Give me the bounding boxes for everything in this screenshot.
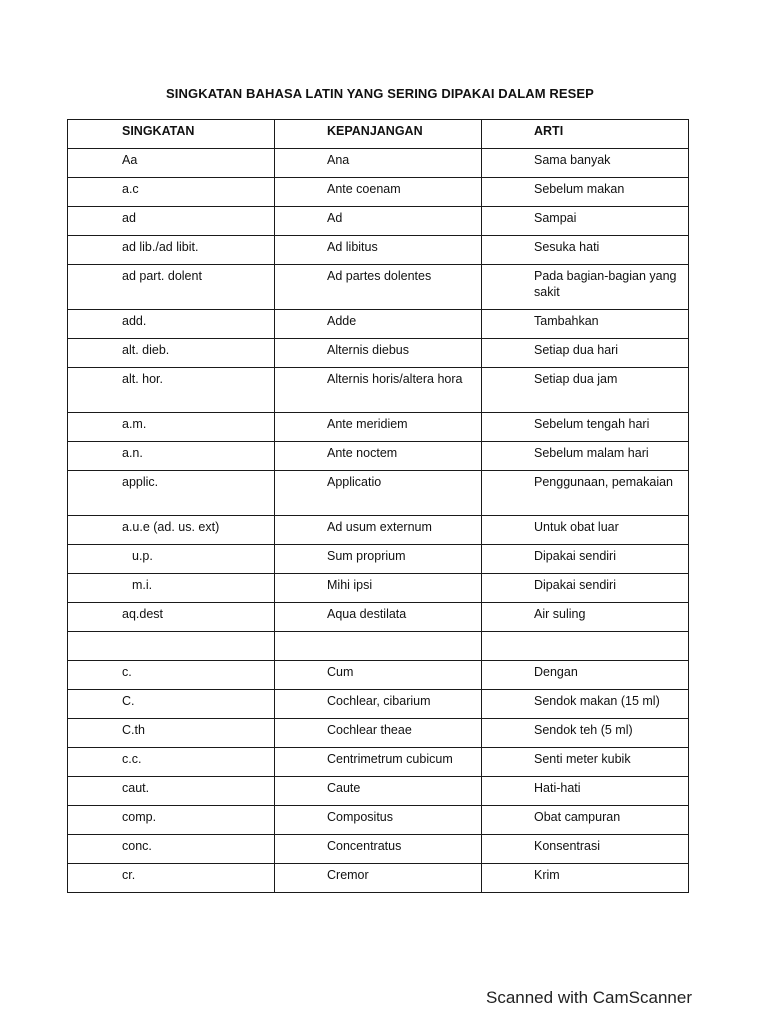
cell-meaning: Dipakai sendiri — [482, 574, 689, 603]
cell-abbreviation: cr. — [68, 864, 275, 893]
table-row — [68, 777, 689, 806]
cell-abbreviation: applic. — [68, 471, 275, 516]
table-row — [68, 516, 689, 545]
cell-abbreviation: c.c. — [68, 748, 275, 777]
cell-full-form: Ante coenam — [275, 178, 482, 207]
cell-abbreviation: m.i. — [68, 574, 275, 603]
cell-abbreviation: conc. — [68, 835, 275, 864]
cell-full-form: Aqua destilata — [275, 603, 482, 632]
header-singkatan: SINGKATAN — [68, 120, 275, 149]
cell-abbreviation: a.c — [68, 178, 275, 207]
cell-abbreviation: alt. dieb. — [68, 339, 275, 368]
cell-meaning: Air suling — [482, 603, 689, 632]
cell-abbreviation: ad part. dolent — [68, 265, 275, 310]
cell-full-form: Cochlear theae — [275, 719, 482, 748]
cell-full-form: Applicatio — [275, 471, 482, 516]
table-row — [68, 368, 689, 413]
cell-meaning — [482, 632, 689, 661]
cell-meaning: Dengan — [482, 661, 689, 690]
cell-meaning: Krim — [482, 864, 689, 893]
table-row — [68, 339, 689, 368]
abbreviation-table — [67, 119, 689, 893]
cell-full-form — [275, 632, 482, 661]
scanner-watermark: Scanned with CamScanner — [485, 988, 692, 1007]
cell-full-form: Ad libitus — [275, 236, 482, 265]
cell-abbreviation: a.u.e (ad. us. ext) — [68, 516, 275, 545]
cell-full-form: Centrimetrum cubicum — [275, 748, 482, 777]
cell-meaning: Sebelum makan — [482, 178, 689, 207]
cell-full-form: Ante meridiem — [275, 413, 482, 442]
abbreviation-table-container — [67, 119, 689, 893]
table-row — [68, 574, 689, 603]
cell-meaning: Setiap dua hari — [482, 339, 689, 368]
table-row — [68, 471, 689, 516]
header-arti: ARTI — [482, 120, 689, 149]
table-row — [68, 806, 689, 835]
cell-full-form: Ana — [275, 149, 482, 178]
table-row — [68, 442, 689, 471]
cell-full-form: Ad usum externum — [275, 516, 482, 545]
cell-full-form: Ad — [275, 207, 482, 236]
table-row — [68, 236, 689, 265]
cell-meaning: Penggunaan, pemakaian — [482, 471, 689, 516]
cell-full-form: Adde — [275, 310, 482, 339]
table-row — [68, 748, 689, 777]
cell-abbreviation: aq.dest — [68, 603, 275, 632]
page-title: SINGKATAN BAHASA LATIN YANG SERING DIPAKAI DALAM RESEP — [166, 86, 594, 101]
cell-meaning: Sebelum tengah hari — [482, 413, 689, 442]
table-row — [68, 690, 689, 719]
table-row — [68, 545, 689, 574]
cell-full-form: Cremor — [275, 864, 482, 893]
cell-full-form: Concentratus — [275, 835, 482, 864]
table-row — [68, 719, 689, 748]
cell-full-form: Ad partes dolentes — [275, 265, 482, 310]
cell-meaning: Hati-hati — [482, 777, 689, 806]
table-row — [68, 207, 689, 236]
table-row — [68, 864, 689, 893]
table-row — [68, 413, 689, 442]
table-row — [68, 178, 689, 207]
cell-abbreviation — [68, 632, 275, 661]
table-row-empty — [68, 632, 689, 661]
cell-full-form: Caute — [275, 777, 482, 806]
cell-abbreviation: ad — [68, 207, 275, 236]
cell-meaning: Sama banyak — [482, 149, 689, 178]
cell-full-form: Alternis diebus — [275, 339, 482, 368]
table-row — [68, 835, 689, 864]
cell-abbreviation: C. — [68, 690, 275, 719]
cell-full-form: Cum — [275, 661, 482, 690]
table-row — [68, 603, 689, 632]
table-row — [68, 310, 689, 339]
cell-meaning: Sampai — [482, 207, 689, 236]
table-row — [68, 149, 689, 178]
cell-abbreviation: c. — [68, 661, 275, 690]
cell-abbreviation: ad lib./ad libit. — [68, 236, 275, 265]
cell-abbreviation: a.n. — [68, 442, 275, 471]
cell-full-form: Alternis horis/altera hora — [275, 368, 482, 413]
cell-full-form: Mihi ipsi — [275, 574, 482, 603]
cell-full-form: Compositus — [275, 806, 482, 835]
cell-meaning: Pada bagian-bagian yang sakit — [482, 265, 689, 310]
cell-abbreviation: comp. — [68, 806, 275, 835]
cell-meaning: Sebelum malam hari — [482, 442, 689, 471]
cell-abbreviation: u.p. — [68, 545, 275, 574]
cell-meaning: Setiap dua jam — [482, 368, 689, 413]
cell-meaning: Senti meter kubik — [482, 748, 689, 777]
cell-abbreviation: alt. hor. — [68, 368, 275, 413]
cell-meaning: Untuk obat luar — [482, 516, 689, 545]
cell-meaning: Tambahkan — [482, 310, 689, 339]
cell-meaning: Sendok makan (15 ml) — [482, 690, 689, 719]
table-row — [68, 265, 689, 310]
cell-meaning: Sesuka hati — [482, 236, 689, 265]
cell-meaning: Sendok teh (5 ml) — [482, 719, 689, 748]
table-row — [68, 661, 689, 690]
table-header-row — [68, 120, 689, 149]
cell-full-form: Sum proprium — [275, 545, 482, 574]
cell-abbreviation: add. — [68, 310, 275, 339]
cell-meaning: Konsentrasi — [482, 835, 689, 864]
cell-meaning: Obat campuran — [482, 806, 689, 835]
header-kepanjangan: KEPANJANGAN — [275, 120, 482, 149]
cell-meaning: Dipakai sendiri — [482, 545, 689, 574]
cell-full-form: Cochlear, cibarium — [275, 690, 482, 719]
cell-full-form: Ante noctem — [275, 442, 482, 471]
cell-abbreviation: caut. — [68, 777, 275, 806]
cell-abbreviation: a.m. — [68, 413, 275, 442]
cell-abbreviation: C.th — [68, 719, 275, 748]
cell-abbreviation: Aa — [68, 149, 275, 178]
